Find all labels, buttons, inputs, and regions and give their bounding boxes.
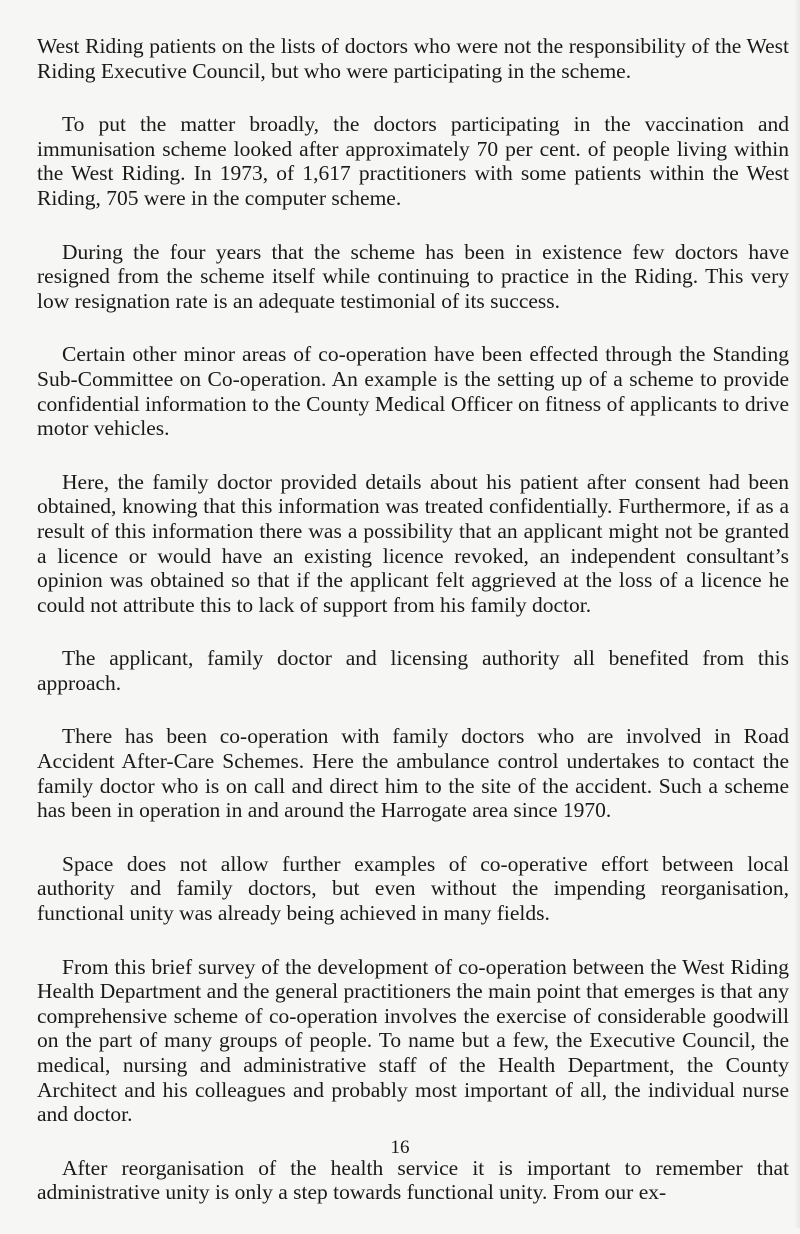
page-number: 16: [390, 1137, 410, 1158]
paragraph-4: Certain other minor areas of co-operation have been effected through the Standing Sub-Committee on Co-operation. An example is the setting up of a scheme to provide confidential information to the County Medical Officer on fitness of applicants to drive motor vehicles.: [37, 342, 789, 441]
paragraph-9: From this brief survey of the development of co-operation between the West Riding Health Department and the general practitioners the main point that emerges is that any comprehensive scheme of co-operation involves the exercise of considerable goodwill on the part of many groups of people. To name but a few, the Executive Council, the medical, nursing and administrative staff of the Health Department, the County Architect and his colleagues and probably most important of all, the individual nurse and doctor.: [37, 954, 789, 1127]
paragraph-6: The applicant, family doctor and licensing authority all benefited from this approach.: [37, 646, 789, 695]
page-edge-shadow: [794, 0, 800, 1228]
paragraph-7: There has been co-operation with family doctors who are involved in Road Accident After-Care Schemes. Here the ambulance control undertakes to contact the family doctor who is on call and direct him to the site of the accident. Such a scheme has been in operation in and around the Harrogate area since 1970.: [37, 724, 789, 823]
document-body: [37, 34, 789, 1234]
paragraph-10: After reorganisation of the health service it is important to remember that administrative unity is only a step towards functional unity. From our ex-: [37, 1155, 789, 1205]
paragraph-1: West Riding patients on the lists of doctors who were not the responsibility of the West Riding Executive Council, but who were participating in the scheme.: [37, 34, 789, 83]
paragraph-8: Space does not allow further examples of co-operative effort between local authority and family doctors, but even without the impending reorganisation, functional unity was already being achieved in many fields.: [37, 851, 789, 926]
paragraph-3: During the four years that the scheme has been in existence few doctors have resigned from the scheme itself while continuing to practice in the Riding. This very low resignation rate is an adequate testimonial of its success.: [37, 239, 789, 313]
paragraph-5: Here, the family doctor provided details about his patient after consent had been obtained, knowing that this information was treated confidentially. Furthermore, if as a result of this information there was a possibility that an applicant might not be granted a licence or would have an existing licence revoked, an independent consultant’s opinion was obtained so that if the applicant felt aggrieved at the loss of a licence he could not attribute this to lack of support from his family doctor.: [37, 469, 789, 617]
paragraph-2: To put the matter broadly, the doctors participating in the vaccination and immunisation scheme looked after approximately 70 per cent. of people living within the West Riding. In 1973, of 1,617 practitioners with some patients within the West Riding, 705 were in the computer scheme.: [37, 112, 789, 210]
